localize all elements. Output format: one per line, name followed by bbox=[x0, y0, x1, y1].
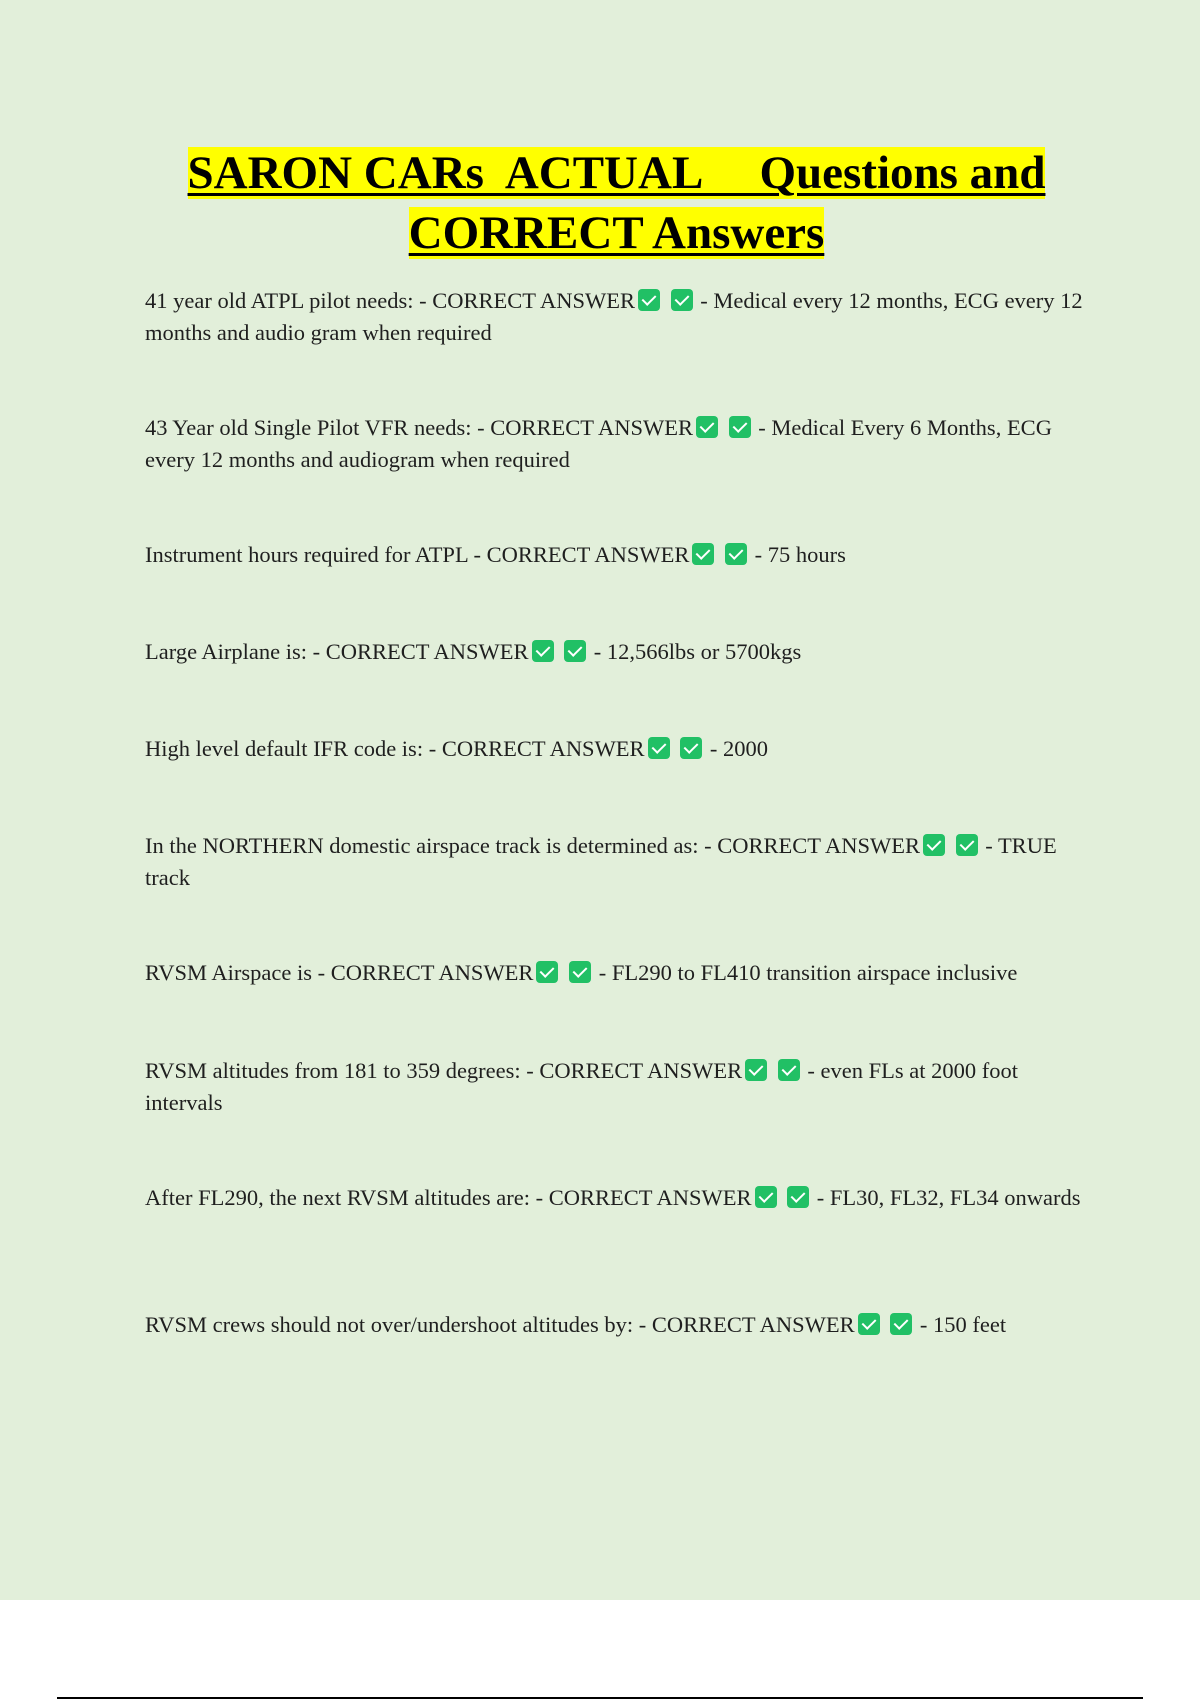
correct-answer-label: - CORRECT ANSWER bbox=[698, 833, 920, 858]
answer-text: 75 hours bbox=[767, 542, 846, 567]
question-text: Large Airplane is: bbox=[145, 639, 308, 664]
check-mark-icon bbox=[638, 289, 660, 311]
answer-text: even FLs at 2000 foot intervals bbox=[145, 1058, 1018, 1115]
qa-item: Large Airplane is: - CORRECT ANSWER - 12,566lbs or 5700kgs bbox=[145, 639, 802, 664]
check-mark-icon bbox=[696, 416, 718, 438]
question-text: 41 year old ATPL pilot needs: bbox=[145, 288, 414, 313]
qa-item: 41 year old ATPL pilot needs: - CORRECT ANSWER - Medical every 12 months, ECG every 12 months and audio gram when required bbox=[145, 288, 1083, 345]
check-mark-icon bbox=[745, 1059, 767, 1081]
check-mark-icon bbox=[680, 737, 702, 759]
correct-answer-label: - CORRECT ANSWER bbox=[467, 542, 690, 567]
footer-divider bbox=[57, 1697, 1143, 1699]
check-mark-icon bbox=[569, 961, 591, 983]
answer-text: FL290 to FL410 transition airspace inclusive bbox=[611, 960, 1018, 985]
check-mark-icon bbox=[564, 640, 586, 662]
qa-item: High level default IFR code is: - CORRECT ANSWER - 2000 bbox=[145, 736, 768, 761]
correct-answer-label: - CORRECT ANSWER bbox=[471, 415, 693, 440]
check-mark-icon bbox=[956, 834, 978, 856]
answer-text: 150 feet bbox=[933, 1312, 1007, 1337]
question-text: RVSM altitudes from 181 to 359 degrees: bbox=[145, 1058, 521, 1083]
check-mark-icon bbox=[725, 543, 747, 565]
check-mark-icon bbox=[671, 289, 693, 311]
correct-answer-label: - CORRECT ANSWER bbox=[633, 1312, 855, 1337]
qa-item: RVSM Airspace is - CORRECT ANSWER - FL290 to FL410 transition airspace inclusive bbox=[145, 960, 1018, 985]
check-mark-icon bbox=[729, 416, 751, 438]
correct-answer-label: - CORRECT ANSWER bbox=[423, 736, 645, 761]
answer-text: Medical every 12 months, ECG every 12 months and audio gram when required bbox=[145, 288, 1083, 345]
qa-item: 43 Year old Single Pilot VFR needs: - CORRECT ANSWER - Medical Every 6 Months, ECG every 12 months and audiogram when required bbox=[145, 415, 1052, 472]
answer-text: TRUE track bbox=[145, 833, 1057, 890]
correct-answer-label: - CORRECT ANSWER bbox=[520, 1058, 743, 1083]
check-mark-icon bbox=[778, 1059, 800, 1081]
check-mark-icon bbox=[532, 640, 554, 662]
title-line-1: SARON CARs ACTUAL Questions and bbox=[187, 147, 1046, 199]
correct-answer-label: - CORRECT ANSWER bbox=[413, 288, 635, 313]
question-text: High level default IFR code is: bbox=[145, 736, 424, 761]
question-text: Instrument hours required for ATPL bbox=[145, 542, 468, 567]
check-mark-icon bbox=[536, 961, 558, 983]
answer-text: Medical Every 6 Months, ECG every 12 months and audiogram when required bbox=[145, 415, 1052, 472]
check-mark-icon bbox=[755, 1186, 777, 1208]
qa-item: In the NORTHERN domestic airspace track is determined as: - CORRECT ANSWER - TRUE track bbox=[145, 833, 1057, 890]
answer-text: 12,566lbs or 5700kgs bbox=[606, 639, 802, 664]
question-text: RVSM crews should not over/undershoot altitudes by: bbox=[145, 1312, 634, 1337]
check-mark-icon bbox=[692, 543, 714, 565]
answer-text: FL30, FL32, FL34 onwards bbox=[829, 1185, 1081, 1210]
qa-item: Instrument hours required for ATPL - CORRECT ANSWER - 75 hours bbox=[145, 542, 846, 567]
correct-answer-label: - CORRECT ANSWER bbox=[307, 639, 529, 664]
check-mark-icon bbox=[858, 1313, 880, 1335]
question-text: RVSM Airspace is bbox=[145, 960, 312, 985]
question-text: After FL290, the next RVSM altitudes are: bbox=[145, 1185, 531, 1210]
check-mark-icon bbox=[648, 737, 670, 759]
check-mark-icon bbox=[890, 1313, 912, 1335]
qa-item: RVSM altitudes from 181 to 359 degrees: - CORRECT ANSWER - even FLs at 2000 foot intervals bbox=[145, 1058, 1018, 1115]
qa-item: After FL290, the next RVSM altitudes are: - CORRECT ANSWER - FL30, FL32, FL34 onwards bbox=[145, 1185, 1081, 1210]
check-mark-icon bbox=[923, 834, 945, 856]
correct-answer-label: - CORRECT ANSWER bbox=[530, 1185, 752, 1210]
question-text: 43 Year old Single Pilot VFR needs: bbox=[145, 415, 472, 440]
document-title bbox=[0, 143, 1200, 263]
check-mark-icon bbox=[787, 1186, 809, 1208]
correct-answer-label: - CORRECT ANSWER bbox=[311, 960, 534, 985]
answer-text: 2000 bbox=[722, 736, 768, 761]
qa-item: RVSM crews should not over/undershoot altitudes by: - CORRECT ANSWER - 150 feet bbox=[145, 1312, 1007, 1337]
title-line-2: CORRECT Answers bbox=[408, 207, 825, 259]
question-text: In the NORTHERN domestic airspace track is determined as: bbox=[145, 833, 699, 858]
